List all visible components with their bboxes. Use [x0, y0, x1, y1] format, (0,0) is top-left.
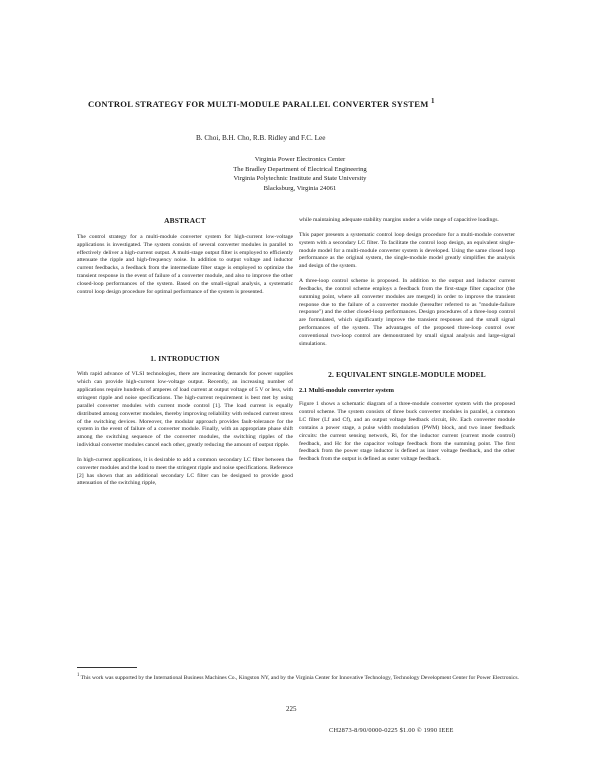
- authors: B. Choi, B.H. Cho, R.B. Ridley and F.C. Lee: [196, 134, 326, 142]
- abstract-heading: ABSTRACT: [164, 216, 206, 225]
- affiliation-line: Blacksburg, Virginia 24061: [263, 184, 337, 192]
- right-column: [299, 217, 515, 464]
- page-number: 225: [286, 705, 297, 713]
- introduction-heading: 1. INTRODUCTION: [150, 353, 220, 363]
- introduction-paragraph: A three-loop control scheme is proposed. In addition to the output and inductor current feedbacks, the control scheme employs a feedback from the first-stage filter capacitor (the summing point, where all converter modules are merged) in order to improve the transient response due to the failure of a converter module (hereafter referred to as "module-failure response") and the other closed-loop performances. Design procedures of a three-loop control are formulated, which significantly improve the transient responses and the small signal performances of the system. The advantages of the proposed three-loop control over conventional two-loop control are demonstrated by small signal analysis and large-signal simulations.: [299, 278, 515, 347]
- introduction-paragraph: This paper presents a systematic control loop design procedure for a multi-module converter system with a secondary LC filter. To facilitate the control loop design, an equivalent single-module model for a multi-module converter system is developed. Using the same closed loop performance as the original system, the single-module model greatly simplifies the analysis and design of the system.: [299, 231, 515, 270]
- affiliation-line: Virginia Power Electronics Center: [254, 156, 346, 163]
- title-footnote-mark: 1: [431, 97, 435, 105]
- copyright-code: CH2873-8/90/0000-0225 $1.00 © 1990 IEEE: [329, 727, 454, 734]
- introduction-paragraph: With rapid advance of VLSI technologies, there are increasing demands for power supplies which can provide high-current low-voltage output. Recently, an increasing number of applications require hundreds of amperes of load current at output voltage of 5 V or less, with stringent ripple and noise specifications. The high-current requirement is best met by using parallel converter modules with current mode control [1]. The load current is equally distributed among converter modules, thereby improving reliability with reduced current stress of the switching devices. Moreover, the modular approach provides fault-tolerance for the system in the event of failure of a converter module. Finally, with an appropriate phase shift among the switching sequence of the converter modules, the switching ripples of the individual converter modules cancel each other, greatly reducing the amount of output ripple.: [77, 371, 293, 449]
- introduction-paragraph: In high-current applications, it is desirable to add a common secondary LC filter between the converter modules and the load to meet the stringent ripple and noise specifications. Reference [2] has shown that an additional secondary LC filter can be designed to provide good attenuation of the switching ripple,: [77, 456, 293, 487]
- paper-title: CONTROL STRATEGY FOR MULTI-MODULE PARALLEL CONVERTER SYSTEM $^1$: [88, 97, 435, 109]
- footnote-divider: [77, 667, 137, 668]
- affiliation-line: The Bradley Department of Electrical Engineering: [233, 165, 367, 173]
- left-column: [77, 217, 293, 488]
- section-2-1-heading: 2.1 Multi-module converter system: [299, 386, 395, 394]
- introduction-continuation: while maintaining adequate stability margins under a wide range of capacitive loadings.: [299, 217, 499, 223]
- affiliation-line: Virginia Polytechnic Institute and State University: [233, 175, 367, 183]
- affiliation-block: [200, 155, 400, 193]
- section-2-1-paragraph: Figure 1 shows a schematic diagram of a three-module converter system with the proposed control scheme. The system consists of three buck converter modules in parallel, a common LC filter (Lf and Cf), and an output voltage feedback circuit, Hv. Each converter module contains a power stage, a pulse width modulation (PWM) block, and two inner feedback circuits: the current sensing network, Ri, for the inductor current (current mode control) feedback, and Hc for the capacitor voltage feedback from the summing point. The first feedback from the power stage inductor is defined as inner voltage feedback, and the other feedback from the output is defined as outer voltage feedback.: [299, 401, 515, 463]
- footnote-mark: 1: [77, 673, 80, 678]
- abstract-text: The control strategy for a multi-module converter system for high-current low-voltage applications is investigated. The system consists of several converter modules in parallel to effectively deliver a high-current output. A multi-stage output filter is employed to efficiently attenuate the ripple and high-frequency noise. In addition to output voltage and inductor current feedbacks, a feedback from the intermediate filter stage is employed to optimize the transient response in the event of failure of a converter module, and also to improve the other closed-loop performances of the system. Based on the small-signal analysis, a systematic control loop design procedure for optimal performance of the system is presented.: [77, 233, 293, 295]
- footnote: [77, 672, 523, 682]
- section-2-heading: 2. EQUIVALENT SINGLE-MODULE MODEL: [328, 369, 486, 379]
- footnote-text: This work was supported by the International Business Machines Co., Kingston NY, and by the Virginia Center for Innovative Technology, Technology Development Center for Power Electronics.: [80, 674, 519, 681]
